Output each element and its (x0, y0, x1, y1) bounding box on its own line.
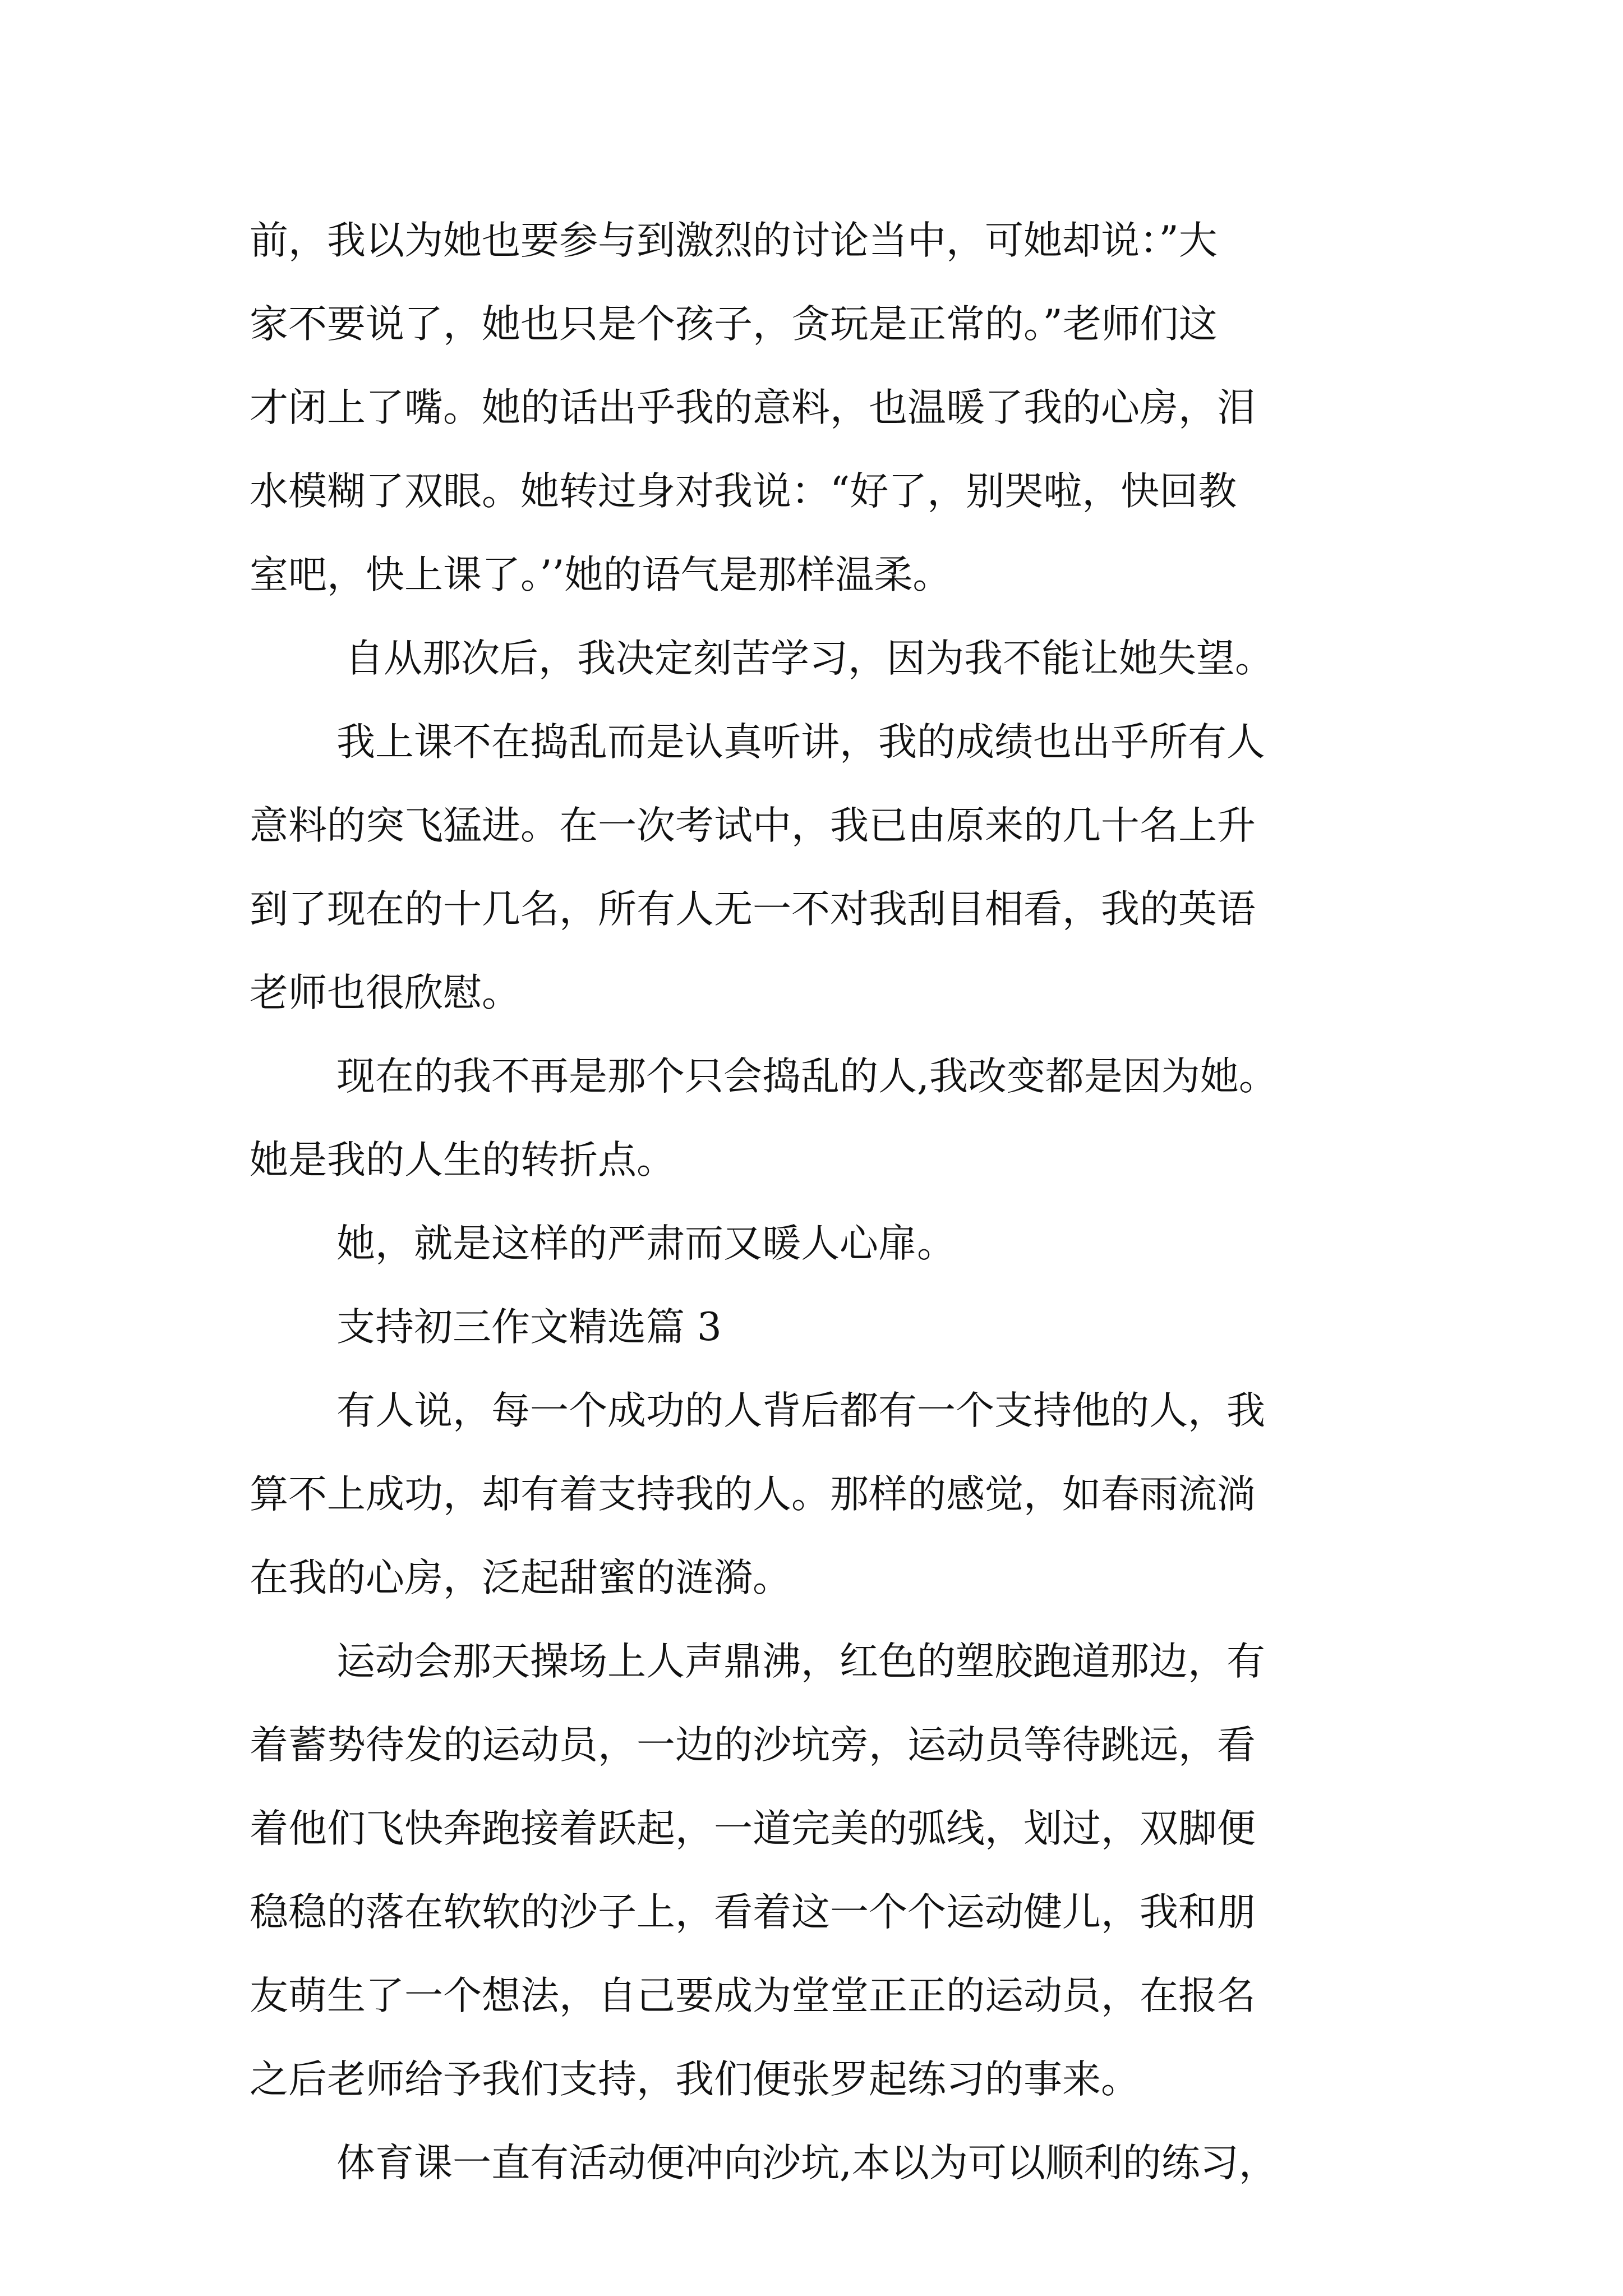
paragraph-first-line: 自从那次后，我决定刻苦学习，因为我不能让她失望。 (345, 636, 1274, 681)
paragraph-first-line: 我上课不在捣乱而是认真听讲，我的成绩也出乎所有人 (336, 720, 1265, 765)
paragraph-first-line: 有人说，每一个成功的人背后都有一个支持他的人，我 (336, 1388, 1265, 1433)
paragraph-first-line: 运动会那天操场上人声鼎沸，红色的塑胶跑道那边，有 (336, 1639, 1265, 1684)
text-line: 室吧，快上课了。’’她的语气是那样温柔。 (250, 553, 952, 597)
text-line: 她是我的人生的转折点。 (250, 1138, 675, 1182)
text-line: 稳稳的落在软软的沙子上，看着这一个个运动健儿，我和朋 (250, 1890, 1256, 1935)
section-heading: 支持初三作文精选篇 3 (336, 1305, 722, 1350)
text-line: 之后老师给予我们支持，我们便张罗起练习的事来。 (250, 2057, 1140, 2102)
text-line: 到了现在的十几名，所有人无一不对我刮目相看，我的英语 (250, 887, 1256, 932)
text-line: 才闭上了嘴。她的话出乎我的意料，也温暖了我的心房，泪 (250, 385, 1256, 430)
text-line: 老师也很欣慰。 (250, 970, 520, 1015)
text-line: 前，我以为她也要参与到激烈的讨论当中，可她却说：”大 (250, 218, 1218, 263)
text-line: 水模糊了双眼。她转过身对我说：“好了，别哭啦，快回教 (250, 469, 1237, 514)
text-line: 着蓄势待发的运动员，一边的沙坑旁，运动员等待跳远，看 (250, 1723, 1256, 1768)
paragraph-first-line: 现在的我不再是那个只会捣乱的人,我改变都是因为她。 (336, 1054, 1278, 1099)
text-line: 意料的突飞猛进。在一次考试中，我已由原来的几十名上升 (250, 803, 1256, 848)
paragraph-first-line: 体育课一直有活动便冲向沙坑,本以为可以顺利的练习， (336, 2141, 1278, 2185)
text-line: 算不上成功，却有着支持我的人。那样的感觉，如春雨流淌 (250, 1472, 1256, 1517)
text-line: 家不要说了，她也只是个孩子，贪玩是正常的。”老师们这 (250, 302, 1218, 347)
text-line: 友萌生了一个想法，自己要成为堂堂正正的运动员，在报名 (250, 1973, 1256, 2018)
paragraph-first-line: 她，就是这样的严肃而又暖人心扉。 (336, 1221, 956, 1266)
text-line: 着他们飞快奔跑接着跃起，一道完美的弧线，划过，双脚便 (250, 1806, 1256, 1851)
text-line: 在我的心房，泛起甜蜜的涟漪。 (250, 1556, 791, 1600)
